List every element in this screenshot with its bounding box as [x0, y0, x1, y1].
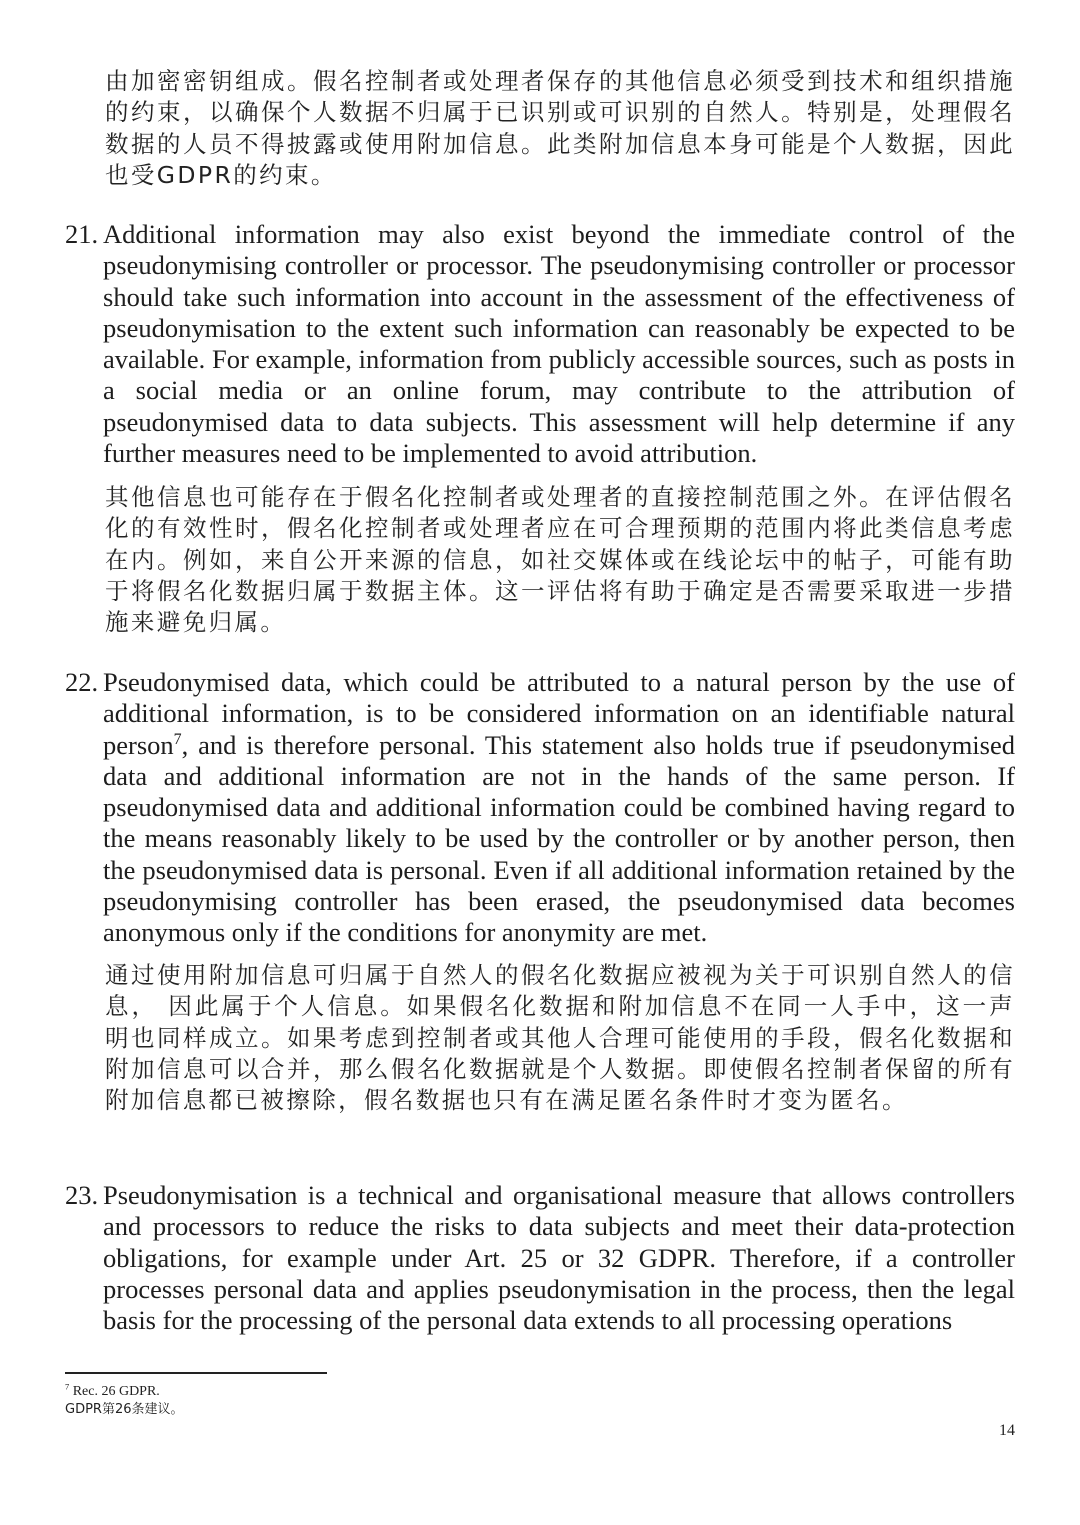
footnote-chinese: GDPR第26条建议。 [65, 1402, 184, 1417]
paragraph-english-text: Pseudonymisation is a technical and organisational measure that allows controllers and processors to reduce the risks to data subjects and meet their data-protection obligations, for example under Art. 25 or 32 GDPR. Therefore, if a controller processes personal data and applies pseudonymisation in the process, then the legal basis for the processing of the personal data extends to all processing operations [103, 1180, 1015, 1336]
paragraph-22-chinese-text: 通过使用附加信息可归属于自然人的假名化数据应被视为关于可识别自然人的信息， 因此属于个人信息。如果假名化数据和附加信息不在同一人手中，这一声明也同样成立。如果考虑到控制者或其他人合理可能使用的手段，假名化数据和附加信息可以合并，那么假名化数据就是个人数据。即使假名控制者保留的所有附加信息都已被擦除，假名数据也只有在满足匿名条件时才变为匿名。 [105, 961, 1015, 1115]
paragraph-21-chinese-text: 其他信息也可能存在于假名化控制者或处理者的直接控制范围之外。在评估假名化的有效性时，假名化控制者或处理者应在可合理预期的范围内将此类信息考虑在内。例如，来自公开来源的信息，如社交媒体或在线论坛中的帖子，可能有助于将假名化数据归属于数据主体。这一评估将有助于确定是否需要采取进一步措施来避免归属。 [105, 483, 1015, 637]
footnote-marker: 7 [65, 1382, 70, 1392]
paragraph-number: 21. [65, 219, 99, 249]
intro-chinese-text: 由加密密钥组成。假名控制者或处理者保存的其他信息必须受到技术和组织措施的约束，以确保个人数据不归属于已识别或可识别的自然人。特别是，处理假名数据的人员不得披露或使用附加信息。此类附加信息本身可能是个人数据，因此也受GDPR的约束。 [105, 67, 1015, 189]
paragraph-english-text [103, 667, 1015, 949]
paragraph-english-text: Additional information may also exist beyond the immediate control of the pseudonymising controller or processor. The pseudonymising controller or processor should take such information into account in the assessment of the effectiveness of pseudonymisation to the extent such information can reasonably be expected to be available. For example, information from publicly accessible sources, such as posts in a social media or an online forum, may contribute to the attribution of pseudonymised data to data subjects. This assessment will help determine if any further measures need to be implemented to avoid attribution. [103, 219, 1015, 469]
paragraph-number: 23. [65, 1180, 99, 1210]
paragraph-text-part: Pseudonymised data, which could be attributed to a natural person by the use of additional information, is to be considered information on an identifiable natural person [103, 667, 1015, 760]
paragraph-text-part: , and is therefore personal. This statement also holds true if pseudonymised data and additional information are not in the hands of the same person. If pseudonymised data and additional information could be combined having regard to the means reasonably likely to be used by the controller or by another person, then the pseudonymised data is personal. Even if all additional information retained by the pseudonymising controller has been erased, the pseudonymised data becomes anonymous only if the conditions for anonymity are met. [103, 729, 1015, 948]
paragraph-number: 22. [65, 667, 99, 697]
page-number: 14 [999, 1422, 1015, 1439]
footnote-divider [65, 1372, 327, 1374]
footnote-english [65, 1384, 160, 1400]
footnote-english-text: Rec. 26 GDPR. [69, 1384, 160, 1399]
footnote-reference[interactable]: 7 [173, 730, 182, 748]
